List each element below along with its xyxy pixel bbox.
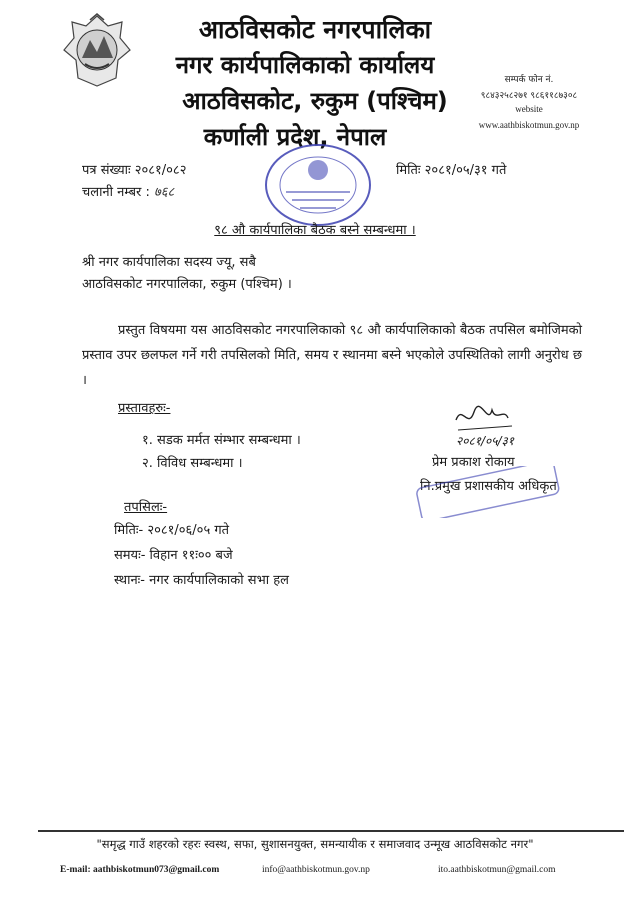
schedule-time: समयः- विहान ११ः०० बजे — [114, 548, 233, 563]
subject-line: ९८ औ कार्यपालिका बैठक बस्ने सम्बन्धमा । — [214, 223, 416, 238]
website-url: www.aathbiskotmun.gov.np — [478, 120, 580, 130]
office-stamp-icon — [262, 140, 374, 230]
contact-numbers: ९८४३२५८२७१ ९८६११८७३०८ — [480, 91, 578, 101]
proposal-item: १. सडक मर्मत संम्भार सम्बन्धमा । — [142, 433, 301, 448]
province-country: कर्णाली प्रदेश, नेपाल — [203, 123, 387, 151]
footer-email-2: info@aathbiskotmun.gov.np — [262, 865, 370, 875]
office-address: आठविसकोट, रुकुम (पश्चिम) — [182, 87, 448, 115]
signatory-name: प्रेम प्रकाश रोकाय — [432, 455, 515, 470]
body-paragraph — [82, 318, 582, 393]
website-label: website — [515, 104, 543, 114]
chalani-value: ७६८ — [153, 185, 175, 200]
footer-motto: "समृद्ध गाउँ शहरको रहरः स्वस्थ, सफा, सुशासनयुक्त, समन्यायीक र समाजवाद उन्मूख आठविसकोट नगर" — [96, 837, 534, 851]
schedule-heading: तपसिलः- — [124, 500, 168, 515]
patra-sankhya: पत्र संख्याः २०८१/०८२ — [82, 163, 187, 178]
signature-date: २०८१/०५/३१ — [456, 434, 515, 448]
chalani-label: चलानी नम्बर : — [82, 185, 150, 200]
letter-date: मितिः २०८१/०५/३१ गते — [396, 163, 507, 178]
recipient-line-2: आठविसकोट नगरपालिका, रुकुम (पश्चिम) । — [82, 277, 292, 292]
office-name: नगर कार्यपालिकाको कार्यालय — [175, 51, 435, 79]
municipality-name: आठविसकोट नगरपालिका — [198, 15, 432, 44]
proposal-item: २. विविध सम्बन्धमा । — [142, 456, 243, 471]
body-text: प्रस्तुत विषयमा यस आठविसकोट नगरपालिकाको ९८ औ कार्यपालिकाको बैठक तपसिल बमोजिमको प्रस्ताव उपर छलफल गर्ने गरी तपसिलको मिति, समय र स्थानमा बस्ने भएकोले उपस्थितिको लागी अनुरोध छ । — [82, 323, 582, 388]
footer-email-1: E-mail: aathbiskotmun073@gmail.com — [60, 865, 220, 875]
footer-divider — [38, 830, 624, 832]
contact-label: सम्पर्क फोन नं. — [504, 75, 554, 85]
chalani-number — [82, 182, 174, 200]
footer-email-3: ito.aathbiskotmun@gmail.com — [438, 865, 556, 875]
schedule-place: स्थानः- नगर कार्यपालिकाको सभा हल — [114, 573, 289, 588]
proposals-heading: प्रस्तावहरुः- — [118, 401, 171, 416]
schedule-date: मितिः- २०८१/०६/०५ गते — [114, 523, 230, 538]
recipient-line-1: श्री नगर कार्यपालिका सदस्य ज्यू, सबै — [82, 255, 256, 270]
signatory-designation: नि.प्रमुख प्रशासकीय अधिकृत — [420, 479, 557, 494]
designation-stamp-icon — [414, 466, 564, 518]
